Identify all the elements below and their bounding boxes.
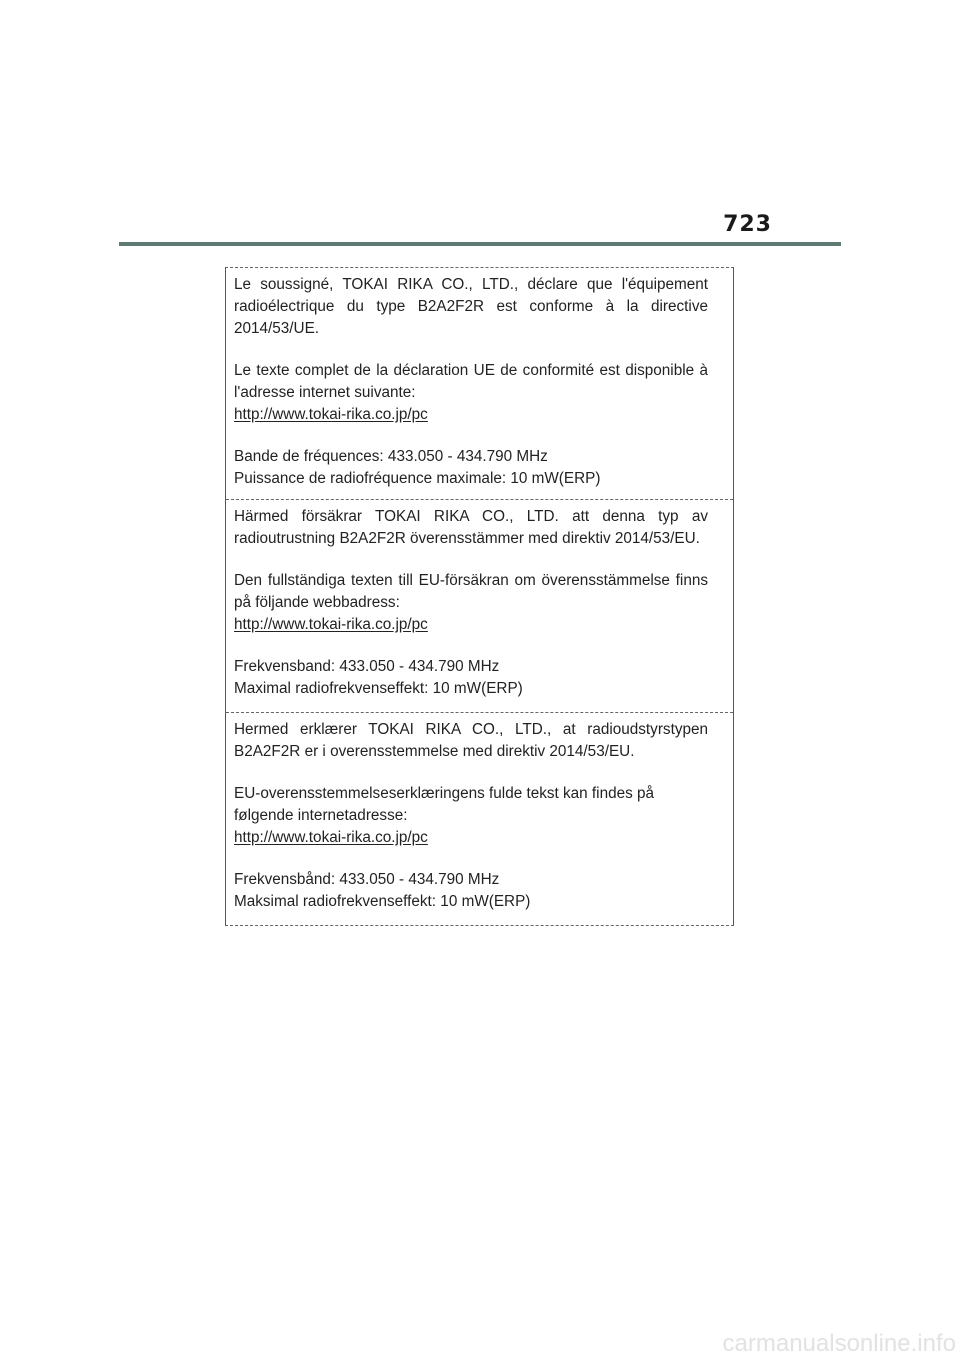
declaration-link[interactable]: http://www.tokai-rika.co.jp/pc [234,406,428,423]
frequency-band: Frekvensband: 433.050 - 434.790 MHz [234,658,500,675]
declaration-info [234,783,708,849]
page-number: 723 [723,212,772,237]
section-swedish [226,499,733,712]
max-power: Maximal radiofrekvenseffekt: 10 mW(ERP) [234,680,523,697]
declaration-info-text: Den fullständiga texten till EU-försäkran om överensstämmelse finns på följande webbadress: [234,572,708,611]
conformity-statement: Le soussigné, TOKAI RIKA CO., LTD., déclare que l'équipement radioélectrique du type B2A2F2R est conforme à la directive 2014/53/UE. [234,276,708,337]
max-power: Maksimal radiofrekvenseffekt: 10 mW(ERP) [234,893,531,910]
radio-specs [234,656,708,700]
section-french [226,268,733,499]
declaration-box [225,267,734,926]
watermark: carmanualsonline.info [722,1330,956,1357]
declaration-info-line: EU-overensstemmelseserklæringens fulde tekst kan findes på [234,785,655,802]
conformity-statement: Härmed försäkrar TOKAI RIKA CO., LTD. att denna typ av radioutrustning B2A2F2R överensstämmer med direktiv 2014/53/EU. [234,508,708,547]
declaration-info [234,570,708,636]
declaration-info-line: følgende internetadresse: [234,807,408,824]
header-rule [119,242,841,246]
radio-specs [234,446,708,490]
conformity-statement: Hermed erklærer TOKAI RIKA CO., LTD., at radioudstyrstypen B2A2F2R er i overensstemmelse med direktiv 2014/53/EU. [234,721,708,760]
section-danish [226,712,733,925]
declaration-link[interactable]: http://www.tokai-rika.co.jp/pc [234,829,428,846]
declaration-info [234,360,708,426]
frequency-band: Bande de fréquences: 433.050 - 434.790 MHz [234,448,548,465]
declaration-info-text: Le texte complet de la déclaration UE de conformité est disponible à l'adresse internet suivante: [234,362,708,401]
declaration-link[interactable]: http://www.tokai-rika.co.jp/pc [234,616,428,633]
max-power: Puissance de radiofréquence maximale: 10 mW(ERP) [234,470,601,487]
frequency-band: Frekvensbånd: 433.050 - 434.790 MHz [234,871,500,888]
radio-specs [234,869,708,913]
